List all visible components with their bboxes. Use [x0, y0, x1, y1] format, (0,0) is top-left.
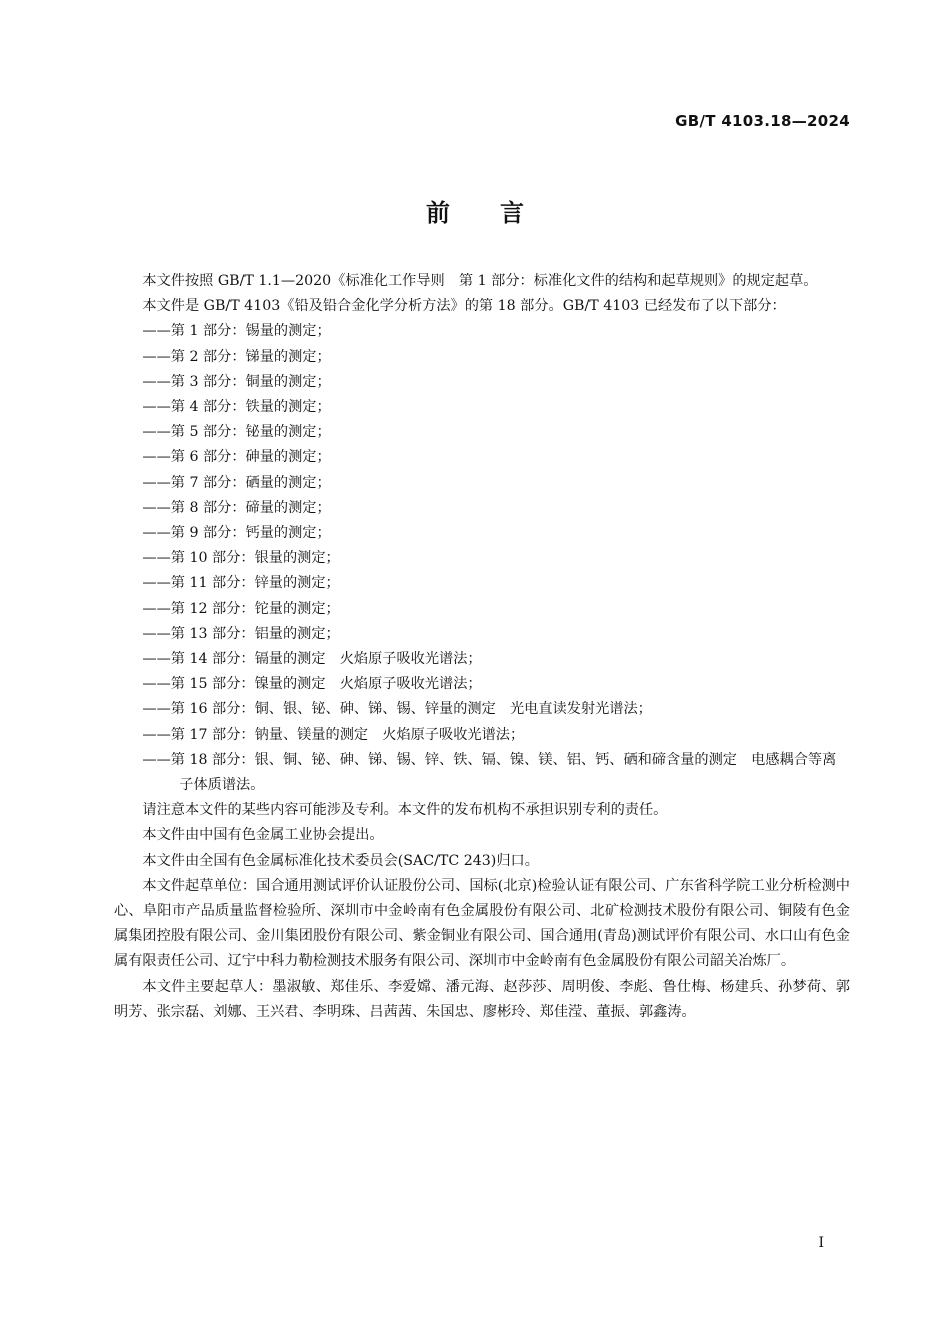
list-item: ——第 9 部分：钙量的测定； — [142, 525, 331, 542]
list-item: ——第 11 部分：锌量的测定； — [142, 575, 340, 592]
document-body — [114, 269, 850, 1025]
paragraph-drafting-rules: 本文件按照 GB/T 1.1—2020《标准化工作导则 第 1 部分：标准化文件的结构和起草规则》的规定起草。 — [142, 273, 818, 289]
list-item: ——第 1 部分：锡量的测定； — [142, 323, 331, 340]
paragraph-drafting-units: 本文件起草单位：国合通用测试评价认证股份公司、国标(北京)检验认证有限公司、广东省科学院工业分析检测中心、阜阳市产品质量监督检验所、深圳市中金岭南有色金属股份有限公司、北矿检测技术股份有限公司、铜陵有色金属集团控股有限公司、金川集团股份有限公司、紫金铜业有限公司、国合通用(青岛)测试评价有限公司、水口山有色金属有限责任公司、辽宁中科力勒检测技术服务有限公司、深圳市中金岭南有色金属股份有限公司韶关冶炼厂。 — [114, 877, 850, 970]
list-item: ——第 12 部分：铊量的测定； — [142, 600, 340, 617]
list-item: ——第 8 部分：碲量的测定； — [142, 499, 331, 516]
list-item: ——第 18 部分：银、铜、铋、砷、锑、锡、锌、铁、镉、镍、镁、铝、钙、硒和碲含量的测定 电感耦合等离子体质谱法。 — [142, 751, 837, 794]
standard-code: GB/T 4103.18—2024 — [675, 112, 850, 130]
paragraph-proposer: 本文件由中国有色金属工业协会提出。 — [142, 827, 384, 844]
list-item: ——第 13 部分：铝量的测定； — [142, 625, 340, 642]
list-item: ——第 2 部分：锑量的测定； — [142, 348, 331, 365]
list-item: ——第 10 部分：银量的测定； — [142, 550, 340, 567]
list-item: ——第 6 部分：砷量的测定； — [142, 449, 331, 466]
list-item: ——第 17 部分：钠量、镁量的测定 火焰原子吸收光谱法； — [142, 726, 525, 743]
paragraph-series-intro: 本文件是 GB/T 4103《铅及铅合金化学分析方法》的第 18 部分。GB/T 4103 已经发布了以下部分： — [142, 298, 786, 315]
list-item: ——第 3 部分：铜量的测定； — [142, 373, 331, 390]
parts-list — [114, 319, 850, 798]
page-number: I — [818, 1235, 824, 1251]
paragraph-patent-notice: 请注意本文件的某些内容可能涉及专利。本文件的发布机构不承担识别专利的责任。 — [142, 802, 668, 819]
list-item: ——第 15 部分：镍量的测定 火焰原子吸收光谱法； — [142, 676, 482, 693]
list-item: ——第 14 部分：镉量的测定 火焰原子吸收光谱法； — [142, 651, 482, 668]
page-title: 前言 — [426, 199, 574, 227]
list-item: ——第 16 部分：铜、银、铋、砷、锑、锡、锌量的测定 光电直读发射光谱法； — [142, 701, 652, 718]
list-item: ——第 7 部分：硒量的测定； — [142, 474, 331, 491]
list-item: ——第 4 部分：铁量的测定； — [142, 399, 331, 416]
paragraph-drafters: 本文件主要起草人：墨淑敏、郑佳乐、李爱嫦、潘元海、赵莎莎、周明俊、李彪、鲁仕梅、杨建兵、孙梦荷、郭明芳、张宗磊、刘娜、王兴君、李明珠、吕茜茜、朱国忠、廖彬玲、郑佳滢、董振、郭鑫涛。 — [114, 978, 850, 1020]
list-item: ——第 5 部分：铋量的测定； — [142, 424, 331, 441]
paragraph-committee: 本文件由全国有色金属标准化技术委员会(SAC/TC 243)归口。 — [142, 852, 539, 869]
